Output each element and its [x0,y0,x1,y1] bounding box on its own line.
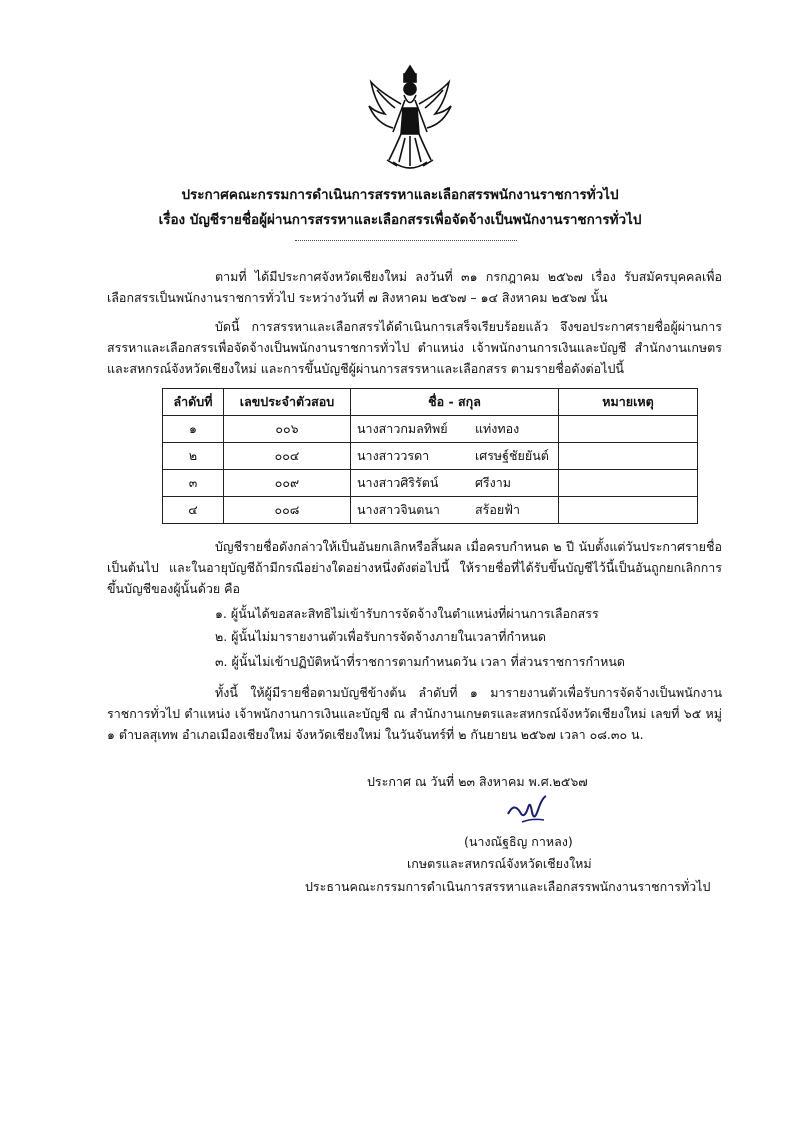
signer-name: (นางณัฐธิญ กาหลง) [464,834,573,849]
cell-exam-id: ๐๐๙ [224,470,351,497]
condition-item: ๑. ผู้นั้นได้ขอสละสิทธิไม่เข้ารับการจัดจ้างในตำแหน่งที่ผ่านการเลือกสรร [215,606,599,621]
announcement-title: ประกาศคณะกรรมการดำเนินการสรรหาและเลือกสรรพนักงานราชการทั่วไป [181,187,619,203]
cell-no: ๒ [163,443,224,470]
first-name: นางสาวศิริรัตน์ [357,475,439,490]
announcement-date: ประกาศ ณ วันที่ ๒๓ สิงหาคม พ.ศ.๒๕๖๗ [367,774,588,789]
table-row [163,497,698,524]
cell-no: ๑ [163,416,224,443]
cell-exam-id: ๐๐๖ [224,416,351,443]
last-name: ศรีงาม [475,475,512,490]
first-name: นางสาววรดา [357,448,430,463]
table-header-row [163,389,698,416]
cell-remark [559,443,698,470]
paragraph-reference: ตามที่ ได้มีประกาศจังหวัดเชียงใหม่ ลงวันที่ ๓๑ กรกฎาคม ๒๕๖๗ เรื่อง รับสมัครบุคคลเพื่อเลือกสรรเป็นพนักงานราชการทั่วไป ระหว่างวันที่ ๗ สิงหาคม ๒๕๖๗ – ๑๔ สิงหาคม ๒๕๖๗ นั้น [107,269,722,305]
cell-no: ๓ [163,470,224,497]
first-name: นางสาวจินตนา [357,502,440,517]
cell-exam-id: ๐๐๔ [224,443,351,470]
header-name: ชื่อ - สกุล [351,389,559,416]
header-exam-id: เลขประจำตัวสอบ [224,389,351,416]
cell-remark [559,497,698,524]
last-name: สร้อยฟ้า [475,502,521,517]
condition-item: ๒. ผู้นั้นไม่มารายงานตัวเพื่อรับการจัดจ้างภายในเวลาที่กำหนด [215,629,547,644]
cell-exam-id: ๐๐๘ [224,497,351,524]
table-row [163,416,698,443]
cell-remark [559,470,698,497]
cell-name [351,470,559,497]
announcement-subject: เรื่อง บัญชีรายชื่อผู้ผ่านการสรรหาและเลือกสรรเพื่อจัดจ้างเป็นพนักงานราชการทั่วไป [158,212,642,228]
condition-item: ๓. ผู้นั้นไม่เข้าปฏิบัติหน้าที่ราชการตามกำหนดวัน เวลา ที่ส่วนราชการกำหนด [215,654,625,669]
cell-name [351,443,559,470]
header-remark: หมายเหตุ [559,389,698,416]
table-row [163,470,698,497]
paragraph-report: ทั้งนี้ ให้ผู้มีรายชื่อตามบัญชีข้างต้น ลำดับที่ ๑ มารายงานตัวเพื่อรับการจัดจ้างเป็นพนักงานราชการทั่วไป ตำแหน่ง เจ้าพนักงานการเงินและบัญชี ณ สำนักงานเกษตรและสหกรณ์จังหวัดเชียงใหม่ เลขที่ ๖๕ หมู่ ๑ ตำบลสุเทพ อำเภอเมืองเชียงใหม่ จังหวัดเชียงใหม่ ในวันจันทร์ที่ ๒ กันยายน ๒๕๖๗ เวลา ๐๘.๓๐ น. [107,685,722,742]
last-name: เศรษฐ์ชัยยันต์ [475,448,549,463]
cell-name [351,497,559,524]
results-table [162,388,698,524]
garuda-emblem-icon [365,62,455,174]
signer-position: เกษตรและสหกรณ์จังหวัดเชียงใหม่ [407,856,592,871]
cell-name [351,416,559,443]
cell-no: ๔ [163,497,224,524]
signer-committee-position: ประธานคณะกรรมการดำเนินการสรรหาและเลือกสรรพนักงานราชการทั่วไป [305,879,711,894]
cell-remark [559,416,698,443]
title-divider [295,240,517,241]
header-no: ลำดับที่ [163,389,224,416]
handwritten-signature-icon [502,792,550,828]
first-name: นางสาวกมลทิพย์ [357,421,448,436]
last-name: แท่งทอง [475,421,520,436]
paragraph-validity: บัญชีรายชื่อดังกล่าวให้เป็นอันยกเลิกหรือสิ้นผล เมื่อครบกำหนด ๒ ปี นับตั้งแต่วันประกาศรายชื่อเป็นต้นไป และในอายุบัญชีถ้ามีกรณีอย่างใดอย่างหนึ่งดังต่อไปนี้ ให้รายชื่อที่ได้รับขึ้นบัญชีไว้นี้เป็นอันถูกยกเลิกการขึ้นบัญชีของผู้นั้นด้วย คือ [107,539,722,596]
paragraph-announcement: บัดนี้ การสรรหาและเลือกสรรได้ดำเนินการเสร็จเรียบร้อยแล้ว จึงขอประกาศรายชื่อผู้ผ่านการสรรหาและเลือกสรรเพื่อจัดจ้างเป็นพนักงานราชการทั่วไป ตำแหน่ง เจ้าพนักงานการเงินและบัญชี สำนักงานเกษตรและสหกรณ์จังหวัดเชียงใหม่ และการขึ้นบัญชีผู้ผ่านการสรรหาและเลือกสรร ตามรายชื่อดังต่อไปนี้ [107,319,722,376]
table-row [163,443,698,470]
